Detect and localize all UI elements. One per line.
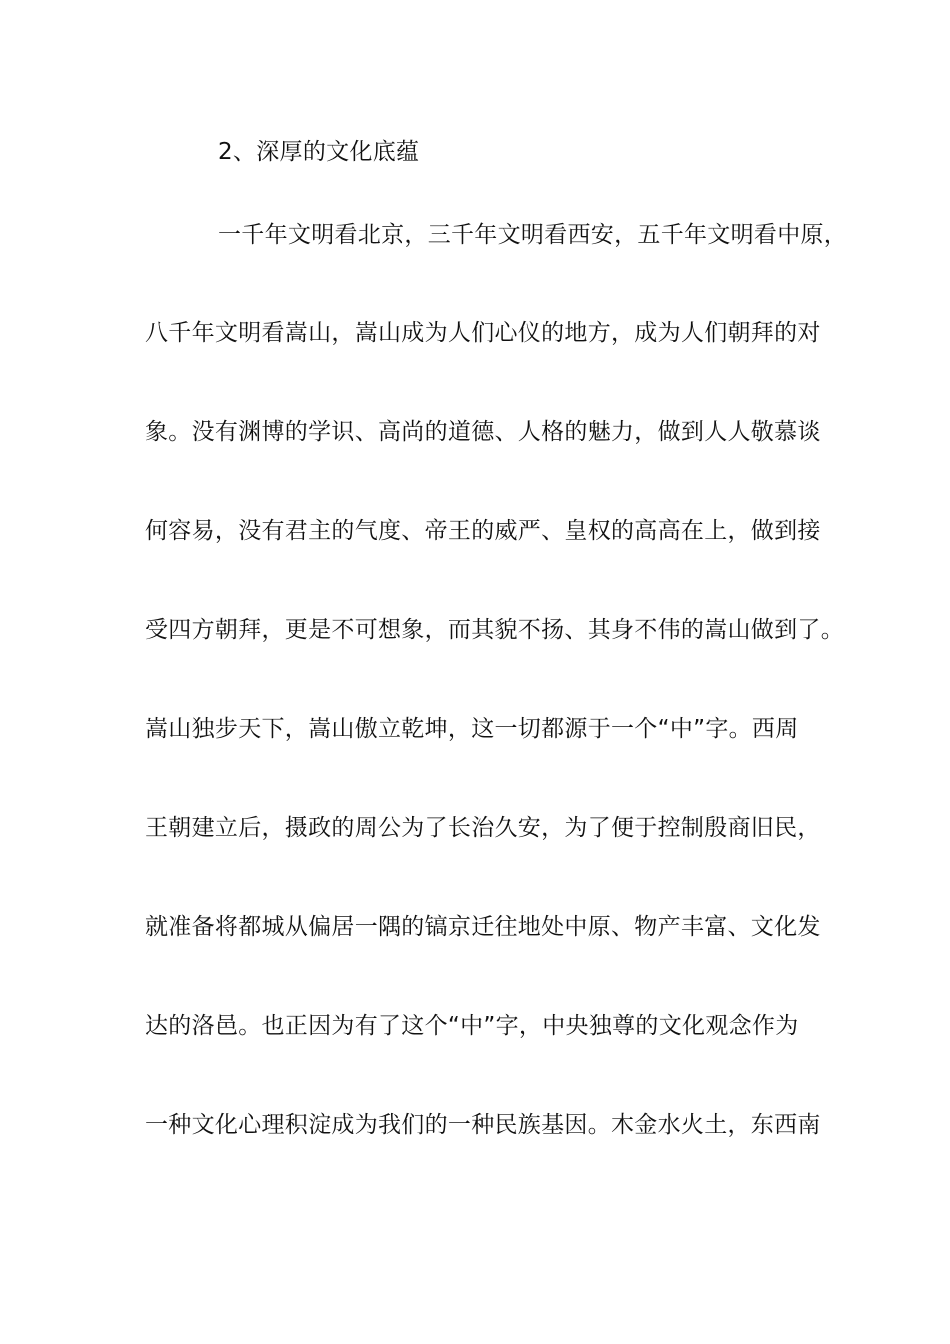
- paragraph-line: 嵩山独步天下，嵩山傲立乾坤，这一切都源于一个“中”字。西周: [145, 716, 799, 742]
- paragraph-line: 何容易，没有君主的气度、帝王的威严、皇权的高高在上，做到接: [145, 518, 821, 544]
- section-heading: 2、深厚的文化底蕴: [218, 139, 420, 165]
- paragraph-line: 达的洛邑。也正因为有了这个“中”字，中央独尊的文化观念作为: [145, 1013, 799, 1039]
- paragraph-line: 一千年文明看北京，三千年文明看西安，五千年文明看中原，: [218, 222, 848, 248]
- paragraph-line: 王朝建立后，摄政的周公为了长治久安，为了便于控制殷商旧民，: [145, 815, 821, 841]
- paragraph-line: 象。没有渊博的学识、高尚的道德、人格的魅力，做到人人敬慕谈: [145, 419, 821, 445]
- paragraph-line: 八千年文明看嵩山，嵩山成为人们心仪的地方，成为人们朝拜的对: [145, 320, 821, 346]
- paragraph-line: 就准备将都城从偏居一隅的镐京迁往地处中原、物产丰富、文化发: [145, 914, 821, 940]
- paragraph-line: 一种文化心理积淀成为我们的一种民族基因。木金水火土，东西南: [145, 1112, 821, 1138]
- paragraph-line: 受四方朝拜，更是不可想象，而其貌不扬、其身不伟的嵩山做到了。: [145, 617, 844, 643]
